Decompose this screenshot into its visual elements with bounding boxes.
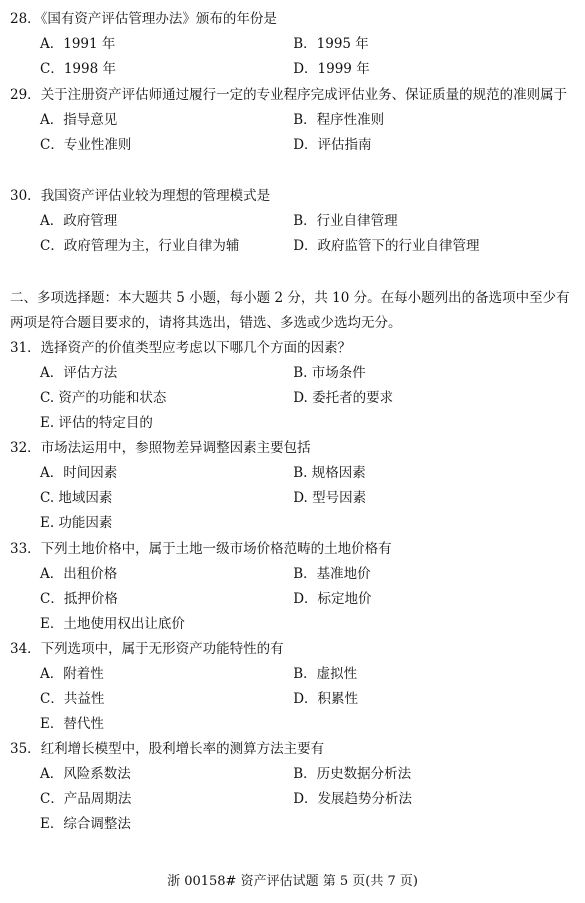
option-d: D．发展趋势分析法 xyxy=(293,791,413,807)
question-stem xyxy=(10,737,575,762)
question-stem xyxy=(10,184,575,209)
option-b: B. 市场条件 xyxy=(293,365,366,381)
option-b: B．行业自律管理 xyxy=(293,213,398,229)
options xyxy=(10,662,575,737)
option-b: B．1995 年 xyxy=(293,36,369,52)
question-31 xyxy=(10,336,575,436)
option-e: E．土地使用权出让底价 xyxy=(40,616,185,632)
option-c: C．抵押价格 xyxy=(40,591,118,607)
question-text: 关于注册资产评估师通过履行一定的专业程序完成评估业务、保证质量的规范的准则属于 xyxy=(40,87,568,103)
section-heading: 二、多项选择题：本大题共 5 小题，每小题 2 分，共 10 分。在每小题列出的备选项中至少有两项是符合题目要求的，请将其选出，错选、多选或少选均无分。 xyxy=(10,290,570,331)
option-d: D．政府监管下的行业自律管理 xyxy=(293,238,480,254)
option-c: C．产品周期法 xyxy=(40,791,132,807)
option-a: A．政府管理 xyxy=(40,213,118,229)
options xyxy=(10,461,575,536)
question-text: 《国有资产评估管理办法》颁布的年份是 xyxy=(40,11,277,27)
option-a: A．出租价格 xyxy=(40,566,118,582)
question-28 xyxy=(10,7,575,82)
question-text: 市场法运用中，参照物差异调整因素主要包括 xyxy=(40,440,311,456)
options xyxy=(10,562,575,637)
question-number: 30． xyxy=(10,188,41,204)
question-32 xyxy=(10,436,575,536)
options xyxy=(10,32,575,82)
option-c: C．专业性准则 xyxy=(40,137,132,153)
question-stem xyxy=(10,7,575,32)
question-text: 我国资产评估业较为理想的管理模式是 xyxy=(40,188,271,204)
option-d: D．积累性 xyxy=(293,691,359,707)
option-a: A．时间因素 xyxy=(40,465,118,481)
question-stem xyxy=(10,537,575,562)
option-a: A．评估方法 xyxy=(40,365,118,381)
option-d: D．1999 年 xyxy=(293,61,370,77)
question-30 xyxy=(10,184,575,259)
option-c: C. 地域因素 xyxy=(40,490,113,506)
question-text: 选择资产的价值类型应考虑以下哪几个方面的因素？ xyxy=(40,340,352,356)
option-e: E．综合调整法 xyxy=(40,816,131,832)
question-number: 32． xyxy=(10,440,41,456)
question-stem xyxy=(10,83,575,108)
page-footer: 浙 00158# 资产评估试题 第 5 页(共 7 页) xyxy=(167,874,418,889)
question-number: 31． xyxy=(10,340,41,356)
option-b: B．虚拟性 xyxy=(293,666,358,682)
question-stem xyxy=(10,336,575,361)
option-e: E．替代性 xyxy=(40,716,104,732)
option-e: E. 评估的特定目的 xyxy=(40,415,153,431)
option-d: D．标定地价 xyxy=(293,591,372,607)
question-number: 35． xyxy=(10,741,41,757)
option-a: A．指导意见 xyxy=(40,112,118,128)
question-text: 下列土地价格中，属于土地一级市场价格范畴的土地价格有 xyxy=(40,541,392,557)
option-a: A．风险系数法 xyxy=(40,766,131,782)
options xyxy=(10,361,575,436)
question-stem xyxy=(10,637,575,662)
options xyxy=(10,209,575,259)
option-b: B．程序性准则 xyxy=(293,112,385,128)
option-b: B．基准地价 xyxy=(293,566,371,582)
options xyxy=(10,108,575,158)
option-b: B．历史数据分析法 xyxy=(293,766,412,782)
question-number: 33． xyxy=(10,541,41,557)
option-d: D. 型号因素 xyxy=(293,490,367,506)
question-stem xyxy=(10,436,575,461)
options xyxy=(10,762,575,837)
option-c: C．共益性 xyxy=(40,691,105,707)
question-35 xyxy=(10,737,575,837)
option-e: E. 功能因素 xyxy=(40,515,113,531)
option-d: D. 委托者的要求 xyxy=(293,390,394,406)
question-text: 红利增长模型中，股利增长率的测算方法主要有 xyxy=(40,741,325,757)
option-b: B. 规格因素 xyxy=(293,465,366,481)
option-a: A．1991 年 xyxy=(40,36,116,52)
option-c: C．政府管理为主，行业自律为辅 xyxy=(40,238,240,254)
question-33 xyxy=(10,537,575,637)
question-number: 28． xyxy=(10,11,41,27)
question-text: 下列选项中，属于无形资产功能特性的有 xyxy=(40,641,284,657)
option-c: C．1998 年 xyxy=(40,61,116,77)
question-number: 29． xyxy=(10,87,41,103)
option-a: A．附着性 xyxy=(40,666,104,682)
option-c: C. 资产的功能和状态 xyxy=(40,390,167,406)
question-number: 34． xyxy=(10,641,41,657)
option-d: D．评估指南 xyxy=(293,137,372,153)
question-29 xyxy=(10,83,575,158)
question-34 xyxy=(10,637,575,737)
